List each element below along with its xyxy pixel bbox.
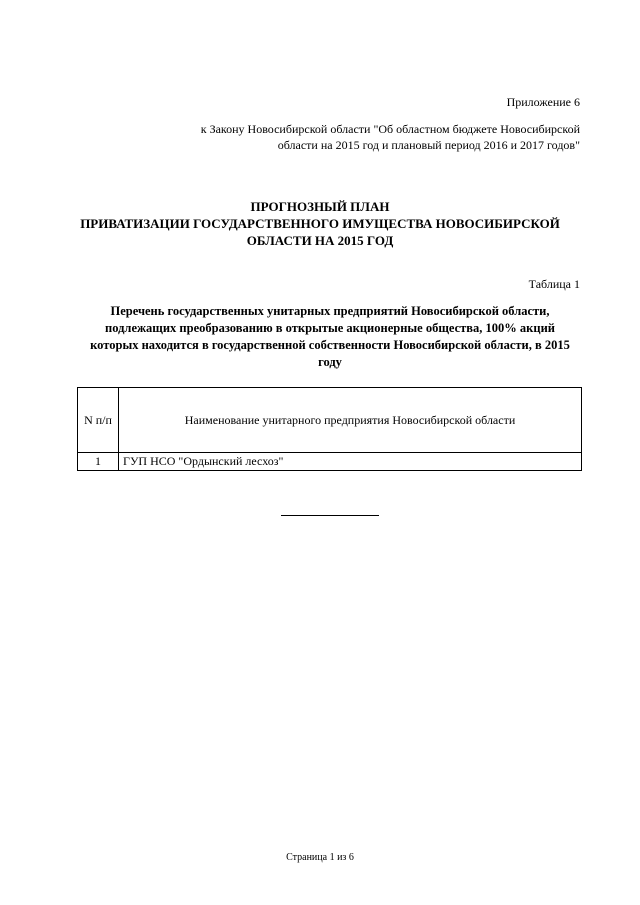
appendix-label: Приложение 6 [506,95,580,109]
caption-line-3: которых находится в государственной собственности Новосибирской области, в 2015 [90,338,570,352]
law-reference [140,121,580,153]
page-number: Страница 1 из 6 [286,852,354,863]
title-line-1: ПРОГНОЗНЫЙ ПЛАН [250,199,390,214]
row-number: 1 [78,453,119,471]
table-header-row [78,388,582,453]
caption-line-4: году [318,355,342,369]
table-label: Таблица 1 [528,277,580,291]
caption-line-1: Перечень государственных унитарных предприятий Новосибирской области, [110,304,550,318]
divider-line [281,515,379,516]
table-caption [78,303,582,371]
title-line-3: ОБЛАСТИ НА 2015 ГОД [246,233,394,248]
table-row [78,453,582,471]
header-enterprise-name: Наименование унитарного предприятия Новосибирской области [119,388,582,453]
row-enterprise-name: ГУП НСО "Ордынский лесхоз" [119,453,582,471]
title-line-2: ПРИВАТИЗАЦИИ ГОСУДАРСТВЕННОГО ИМУЩЕСТВА НОВОСИБИРСКОЙ [80,216,560,231]
caption-line-2: подлежащих преобразованию в открытые акционерные общества, 100% акций [105,321,555,335]
law-reference-line-1: к Закону Новосибирской области "Об областном бюджете Новосибирской [200,122,580,136]
document-title [60,198,580,249]
law-reference-line-2: области на 2015 год и плановый период 2016 и 2017 годов" [277,138,580,152]
header-number: N п/п [78,388,119,453]
enterprises-table [77,387,582,471]
